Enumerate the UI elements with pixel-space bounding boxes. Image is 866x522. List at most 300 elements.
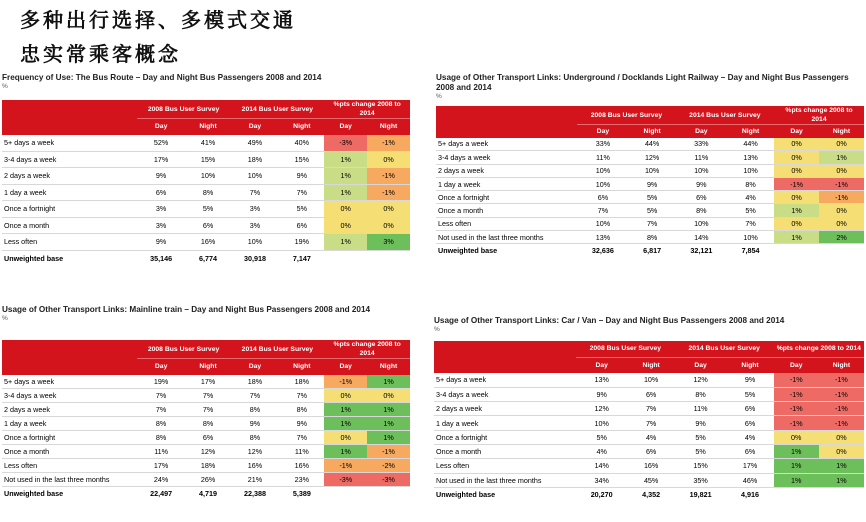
- change-cell: 0%: [367, 389, 410, 403]
- change-cell: 1%: [324, 403, 367, 417]
- value-cell: 7%: [186, 389, 231, 403]
- table-row: [436, 191, 864, 204]
- change-cell: 1%: [819, 473, 864, 487]
- value-cell: 8%: [279, 403, 324, 417]
- change-cell: 0%: [367, 151, 410, 168]
- value-cell: 6%: [137, 184, 186, 201]
- change-cell: 0%: [774, 164, 819, 177]
- value-cell: 8%: [676, 204, 727, 217]
- table-row: [2, 217, 410, 234]
- value-cell: 10%: [186, 168, 231, 185]
- header-2014-survey: 2014 Bus User Survey: [675, 341, 774, 357]
- base-value: 32,636: [577, 244, 628, 257]
- row-label: 5+ days a week: [2, 135, 137, 152]
- base-label: Unweighted base: [2, 250, 137, 267]
- base-row: [436, 244, 864, 257]
- row-label: 1 day a week: [434, 416, 576, 430]
- table-row: [434, 459, 864, 473]
- spacer: [2, 91, 410, 100]
- panel-mainline-train: [2, 305, 410, 501]
- value-cell: 16%: [627, 459, 674, 473]
- value-cell: 11%: [137, 445, 186, 459]
- value-cell: 9%: [230, 417, 279, 431]
- value-cell: 5%: [675, 444, 727, 458]
- change-cell: 1%: [774, 444, 819, 458]
- value-cell: 9%: [576, 387, 628, 401]
- table-row: [2, 431, 410, 445]
- value-cell: 7%: [230, 389, 279, 403]
- value-cell: 12%: [675, 373, 727, 387]
- value-cell: 13%: [727, 151, 774, 164]
- header-2008-survey: 2008 Bus User Survey: [137, 340, 231, 359]
- table-row: [2, 135, 410, 152]
- page-heading-1: 多种出行选择、多模式交通: [20, 8, 296, 32]
- value-cell: 10%: [577, 164, 628, 177]
- change-cell: 1%: [324, 168, 367, 185]
- row-label: Less often: [436, 217, 577, 230]
- value-cell: 3%: [137, 217, 186, 234]
- base-empty: [367, 487, 410, 501]
- value-cell: 9%: [137, 168, 186, 185]
- table-row: [434, 444, 864, 458]
- row-label: Once a fortnight: [434, 430, 576, 444]
- row-label: 3-4 days a week: [2, 389, 137, 403]
- value-cell: 8%: [137, 417, 186, 431]
- value-cell: 3%: [137, 201, 186, 218]
- base-row: [2, 250, 410, 267]
- value-cell: 10%: [230, 234, 279, 251]
- change-cell: 1%: [774, 231, 819, 244]
- value-cell: 6%: [279, 217, 324, 234]
- value-cell: 52%: [137, 135, 186, 152]
- value-cell: 4%: [726, 430, 773, 444]
- header-night: Night: [367, 119, 410, 135]
- header-2014-survey: 2014 Bus User Survey: [230, 100, 324, 119]
- header-blank: [2, 100, 137, 135]
- header-change: %pts change 2008 to 2014: [324, 340, 410, 359]
- row-label: 2 days a week: [2, 168, 137, 185]
- header-2008-survey: 2008 Bus User Survey: [137, 100, 231, 119]
- base-value: 22,497: [137, 487, 186, 501]
- change-cell: -1%: [774, 373, 819, 387]
- value-cell: 6%: [676, 191, 727, 204]
- change-cell: -3%: [367, 473, 410, 487]
- table-row: [434, 430, 864, 444]
- value-cell: 5%: [726, 387, 773, 401]
- value-cell: 6%: [186, 217, 231, 234]
- spacer: [2, 323, 410, 340]
- value-cell: 6%: [627, 444, 674, 458]
- value-cell: 18%: [186, 459, 231, 473]
- change-cell: 1%: [324, 417, 367, 431]
- value-cell: 8%: [675, 387, 727, 401]
- value-cell: 16%: [230, 459, 279, 473]
- header-day: Day: [137, 359, 186, 375]
- change-cell: 1%: [774, 473, 819, 487]
- data-table: [434, 341, 864, 502]
- row-label: 2 days a week: [434, 402, 576, 416]
- row-label: Once a fortnight: [2, 201, 137, 218]
- header-night: Night: [727, 125, 774, 138]
- change-cell: 0%: [774, 191, 819, 204]
- row-label: Once a month: [2, 445, 137, 459]
- value-cell: 7%: [629, 217, 676, 230]
- header-day: Day: [675, 357, 727, 373]
- header-night: Night: [279, 359, 324, 375]
- value-cell: 6%: [577, 191, 628, 204]
- row-label: 2 days a week: [436, 164, 577, 177]
- value-cell: 10%: [577, 217, 628, 230]
- value-cell: 23%: [279, 473, 324, 487]
- header-day: Day: [774, 125, 819, 138]
- header-day: Day: [676, 125, 727, 138]
- change-cell: 1%: [367, 431, 410, 445]
- header-night: Night: [726, 357, 773, 373]
- header-day: Day: [324, 119, 367, 135]
- value-cell: 10%: [577, 177, 628, 190]
- header-2014-survey: 2014 Bus User Survey: [676, 106, 774, 125]
- base-value: 20,270: [576, 487, 628, 501]
- header-day: Day: [324, 359, 367, 375]
- value-cell: 12%: [230, 445, 279, 459]
- value-cell: 13%: [576, 373, 628, 387]
- value-cell: 6%: [186, 431, 231, 445]
- value-cell: 5%: [629, 191, 676, 204]
- value-cell: 44%: [727, 138, 774, 151]
- value-cell: 15%: [675, 459, 727, 473]
- value-cell: 5%: [576, 430, 628, 444]
- base-value: 32,121: [676, 244, 727, 257]
- change-cell: -1%: [324, 459, 367, 473]
- value-cell: 10%: [727, 231, 774, 244]
- table-row: [2, 459, 410, 473]
- change-cell: 0%: [324, 201, 367, 218]
- table-row: [2, 234, 410, 251]
- header-day: Day: [577, 125, 628, 138]
- base-label: Unweighted base: [436, 244, 577, 257]
- change-cell: 2%: [819, 231, 864, 244]
- value-cell: 12%: [186, 445, 231, 459]
- value-cell: 18%: [230, 375, 279, 389]
- value-cell: 41%: [186, 135, 231, 152]
- base-empty: [324, 487, 367, 501]
- value-cell: 7%: [279, 431, 324, 445]
- value-cell: 5%: [675, 430, 727, 444]
- value-cell: 8%: [230, 403, 279, 417]
- change-cell: 1%: [774, 204, 819, 217]
- header-day: Day: [137, 119, 186, 135]
- value-cell: 5%: [727, 204, 774, 217]
- base-empty: [819, 244, 864, 257]
- header-change: %pts change 2008 to 2014: [324, 100, 410, 119]
- table-row: [434, 373, 864, 387]
- value-cell: 26%: [186, 473, 231, 487]
- value-cell: 5%: [629, 204, 676, 217]
- value-cell: 9%: [676, 177, 727, 190]
- value-cell: 7%: [137, 403, 186, 417]
- header-change: %pts change 2008 to 2014: [774, 106, 864, 125]
- value-cell: 7%: [279, 389, 324, 403]
- value-cell: 16%: [279, 459, 324, 473]
- value-cell: 15%: [186, 151, 231, 168]
- value-cell: 7%: [627, 402, 674, 416]
- table-row: [436, 217, 864, 230]
- value-cell: 13%: [577, 231, 628, 244]
- table-row: [436, 231, 864, 244]
- change-cell: 1%: [774, 459, 819, 473]
- base-empty: [774, 244, 819, 257]
- value-cell: 18%: [230, 151, 279, 168]
- header-blank: [2, 340, 137, 375]
- value-cell: 16%: [186, 234, 231, 251]
- table-row: [2, 375, 410, 389]
- spacer: [434, 334, 864, 341]
- row-label: 5+ days a week: [436, 138, 577, 151]
- value-cell: 11%: [675, 402, 727, 416]
- value-cell: 8%: [230, 431, 279, 445]
- change-cell: 0%: [774, 217, 819, 230]
- panel-title: Usage of Other Transport Links: Underground / Docklands Light Railway – Day and Night Bus Passengers 2008 and 2014: [436, 73, 849, 92]
- change-cell: 1%: [324, 234, 367, 251]
- row-label: Less often: [2, 459, 137, 473]
- value-cell: 12%: [576, 402, 628, 416]
- table-row: [2, 184, 410, 201]
- base-value: 6,817: [629, 244, 676, 257]
- value-cell: 15%: [279, 151, 324, 168]
- base-value: 35,146: [137, 250, 186, 267]
- header-day: Day: [774, 357, 819, 373]
- value-cell: 9%: [279, 168, 324, 185]
- value-cell: 10%: [727, 164, 774, 177]
- row-label: Not used in the last three months: [434, 473, 576, 487]
- change-cell: 0%: [819, 217, 864, 230]
- table-row: [434, 416, 864, 430]
- panel-title: Usage of Other Transport Links: Mainline train – Day and Night Bus Passengers 2008 and 2014: [2, 305, 371, 314]
- header-night: Night: [186, 359, 231, 375]
- change-cell: 1%: [324, 184, 367, 201]
- table-row: [434, 473, 864, 487]
- row-label: 1 day a week: [2, 184, 137, 201]
- base-value: 5,389: [279, 487, 324, 501]
- table-row: [2, 417, 410, 431]
- header-blank: [434, 341, 576, 373]
- value-cell: 7%: [186, 403, 231, 417]
- value-cell: 8%: [186, 184, 231, 201]
- row-label: Less often: [2, 234, 137, 251]
- value-cell: 11%: [577, 151, 628, 164]
- row-label: Not used in the last three months: [2, 473, 137, 487]
- change-cell: -1%: [367, 135, 410, 152]
- header-day: Day: [230, 359, 279, 375]
- row-label: 3-4 days a week: [2, 151, 137, 168]
- change-cell: 1%: [324, 151, 367, 168]
- base-empty: [774, 487, 819, 501]
- table-row: [2, 168, 410, 185]
- table-row: [2, 403, 410, 417]
- change-cell: 0%: [819, 430, 864, 444]
- table-row: [434, 387, 864, 401]
- panel-underground-dlr: [436, 73, 864, 257]
- header-2014-survey: 2014 Bus User Survey: [230, 340, 324, 359]
- row-label: 1 day a week: [2, 417, 137, 431]
- value-cell: 21%: [230, 473, 279, 487]
- value-cell: 3%: [230, 201, 279, 218]
- value-cell: 17%: [137, 459, 186, 473]
- base-value: 4,352: [627, 487, 674, 501]
- value-cell: 46%: [726, 473, 773, 487]
- value-cell: 44%: [629, 138, 676, 151]
- change-cell: 0%: [367, 201, 410, 218]
- row-label: 2 days a week: [2, 403, 137, 417]
- base-empty: [367, 250, 410, 267]
- value-cell: 8%: [727, 177, 774, 190]
- header-row: [436, 106, 864, 125]
- data-table: [2, 100, 410, 267]
- value-cell: 19%: [137, 375, 186, 389]
- value-cell: 11%: [279, 445, 324, 459]
- change-cell: -1%: [819, 373, 864, 387]
- table-row: [436, 151, 864, 164]
- base-empty: [324, 250, 367, 267]
- header-night: Night: [367, 359, 410, 375]
- value-cell: 9%: [279, 417, 324, 431]
- row-label: Once a fortnight: [436, 191, 577, 204]
- base-value: 7,854: [727, 244, 774, 257]
- row-label: Not used in the last three months: [436, 231, 577, 244]
- row-label: 5+ days a week: [434, 373, 576, 387]
- table-row: [2, 473, 410, 487]
- row-label: Once a fortnight: [2, 431, 137, 445]
- value-cell: 10%: [676, 217, 727, 230]
- base-value: 4,916: [726, 487, 773, 501]
- header-blank: [436, 106, 577, 138]
- table-row: [436, 138, 864, 151]
- table-row: [2, 201, 410, 218]
- panel-car-van: [434, 316, 864, 502]
- change-cell: 1%: [367, 403, 410, 417]
- header-night: Night: [186, 119, 231, 135]
- row-label: Once a month: [2, 217, 137, 234]
- value-cell: 6%: [627, 387, 674, 401]
- value-cell: 9%: [137, 234, 186, 251]
- row-label: 1 day a week: [436, 177, 577, 190]
- change-cell: 3%: [367, 234, 410, 251]
- row-label: Once a month: [434, 444, 576, 458]
- change-cell: -1%: [367, 445, 410, 459]
- change-cell: 0%: [324, 389, 367, 403]
- base-value: 30,918: [230, 250, 279, 267]
- header-change: %pts change 2008 to 2014: [774, 341, 864, 357]
- change-cell: 0%: [819, 204, 864, 217]
- value-cell: 7%: [230, 184, 279, 201]
- change-cell: 1%: [819, 459, 864, 473]
- value-cell: 9%: [629, 177, 676, 190]
- change-cell: -2%: [367, 459, 410, 473]
- change-cell: 0%: [774, 151, 819, 164]
- value-cell: 49%: [230, 135, 279, 152]
- change-cell: 1%: [367, 417, 410, 431]
- change-cell: 0%: [367, 217, 410, 234]
- value-cell: 18%: [279, 375, 324, 389]
- value-cell: 7%: [279, 184, 324, 201]
- value-cell: 14%: [676, 231, 727, 244]
- change-cell: -3%: [324, 473, 367, 487]
- table-row: [2, 445, 410, 459]
- value-cell: 11%: [676, 151, 727, 164]
- header-night: Night: [629, 125, 676, 138]
- value-cell: 4%: [576, 444, 628, 458]
- change-cell: 1%: [367, 375, 410, 389]
- header-day: Day: [230, 119, 279, 135]
- value-cell: 4%: [727, 191, 774, 204]
- base-value: 4,719: [186, 487, 231, 501]
- base-label: Unweighted base: [434, 487, 576, 501]
- panel-bus-route: [2, 73, 410, 267]
- change-cell: 0%: [774, 138, 819, 151]
- panel-title: Frequency of Use: The Bus Route – Day and Night Bus Passengers 2008 and 2014: [2, 73, 322, 82]
- panel-title: Usage of Other Transport Links: Car / Van – Day and Night Bus Passengers 2008 and 2014: [434, 316, 785, 325]
- change-cell: -1%: [367, 184, 410, 201]
- value-cell: 7%: [137, 389, 186, 403]
- base-row: [434, 487, 864, 501]
- change-cell: -1%: [324, 375, 367, 389]
- value-cell: 33%: [676, 138, 727, 151]
- value-cell: 8%: [629, 231, 676, 244]
- value-cell: 17%: [137, 151, 186, 168]
- header-night: Night: [279, 119, 324, 135]
- data-table: [436, 106, 864, 257]
- change-cell: 0%: [324, 217, 367, 234]
- header-night: Night: [627, 357, 674, 373]
- header-row: [2, 100, 410, 119]
- base-row: [2, 487, 410, 501]
- change-cell: -1%: [774, 177, 819, 190]
- value-cell: 19%: [279, 234, 324, 251]
- value-cell: 4%: [627, 430, 674, 444]
- base-label: Unweighted base: [2, 487, 137, 501]
- base-value: 19,821: [675, 487, 727, 501]
- panel-unit: %: [436, 93, 442, 100]
- change-cell: -1%: [774, 402, 819, 416]
- table-row: [2, 389, 410, 403]
- table-row: [436, 204, 864, 217]
- panel-unit: %: [2, 315, 8, 322]
- value-cell: 8%: [186, 417, 231, 431]
- header-night: Night: [819, 357, 864, 373]
- value-cell: 34%: [576, 473, 628, 487]
- value-cell: 17%: [186, 375, 231, 389]
- change-cell: 1%: [819, 151, 864, 164]
- header-night: Night: [819, 125, 864, 138]
- row-label: Once a month: [436, 204, 577, 217]
- value-cell: 17%: [726, 459, 773, 473]
- value-cell: 10%: [576, 416, 628, 430]
- change-cell: 0%: [819, 164, 864, 177]
- change-cell: -1%: [819, 191, 864, 204]
- base-empty: [819, 487, 864, 501]
- panel-unit: %: [2, 83, 8, 90]
- change-cell: 0%: [819, 444, 864, 458]
- value-cell: 7%: [727, 217, 774, 230]
- header-row: [434, 341, 864, 357]
- value-cell: 12%: [629, 151, 676, 164]
- value-cell: 14%: [576, 459, 628, 473]
- value-cell: 5%: [279, 201, 324, 218]
- change-cell: 0%: [774, 430, 819, 444]
- value-cell: 40%: [279, 135, 324, 152]
- row-label: 5+ days a week: [2, 375, 137, 389]
- value-cell: 5%: [186, 201, 231, 218]
